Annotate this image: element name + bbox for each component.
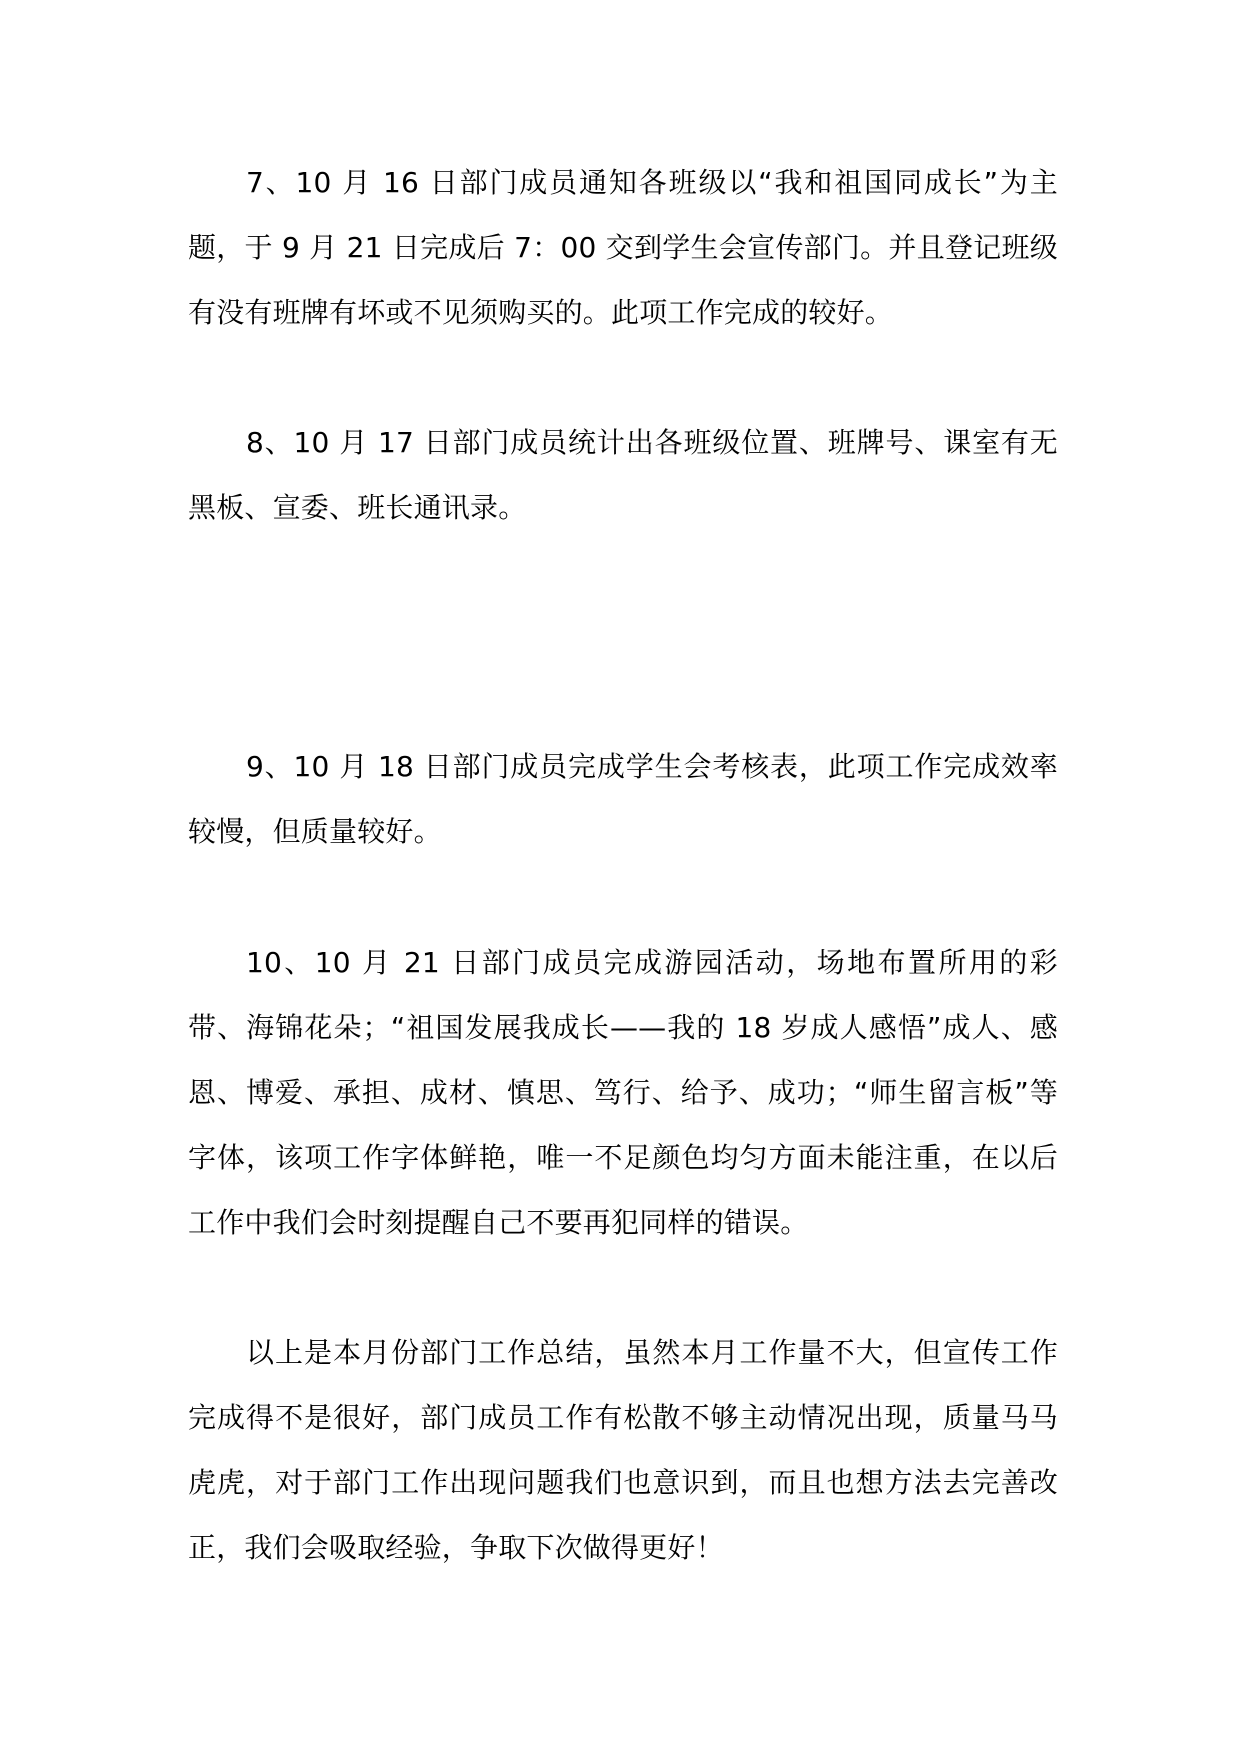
paragraph-item-7: 7、10 月 16 日部门成员通知各班级以“我和祖国同成长”为主题，于 9 月 21 日完成后 7：00 交到学生会宣传部门。并且登记班级有没有班牌有坏或不见须购买的。此项工作完成的较好。	[188, 166, 1058, 329]
paragraph-item-8: 8、10 月 17 日部门成员统计出各班级位置、班牌号、课室有无黑板、宣委、班长通讯录。	[188, 426, 1058, 524]
paragraph-summary: 以上是本月份部门工作总结，虽然本月工作量不大，但宣传工作完成得不是很好，部门成员工作有松散不够主动情况出现，质量马马虎虎，对于部门工作出现问题我们也意识到，而且也想方法去完善改正，我们会吸取经验，争取下次做得更好！	[188, 1336, 1058, 1564]
paragraph-item-10: 10、10 月 21 日部门成员完成游园活动，场地布置所用的彩带、海锦花朵；“祖国发展我成长——我的 18 岁成人感悟”成人、感恩、博爱、承担、成材、慎思、笃行、给予、成功；“师生留言板”等字体，该项工作字体鲜艳，唯一不足颜色均匀方面未能注重，在以后工作中我们会时刻提醒自己不要再犯同样的错误。	[188, 946, 1058, 1239]
paragraph-item-9: 9、10 月 18 日部门成员完成学生会考核表，此项工作完成效率较慢，但质量较好。	[188, 750, 1058, 848]
